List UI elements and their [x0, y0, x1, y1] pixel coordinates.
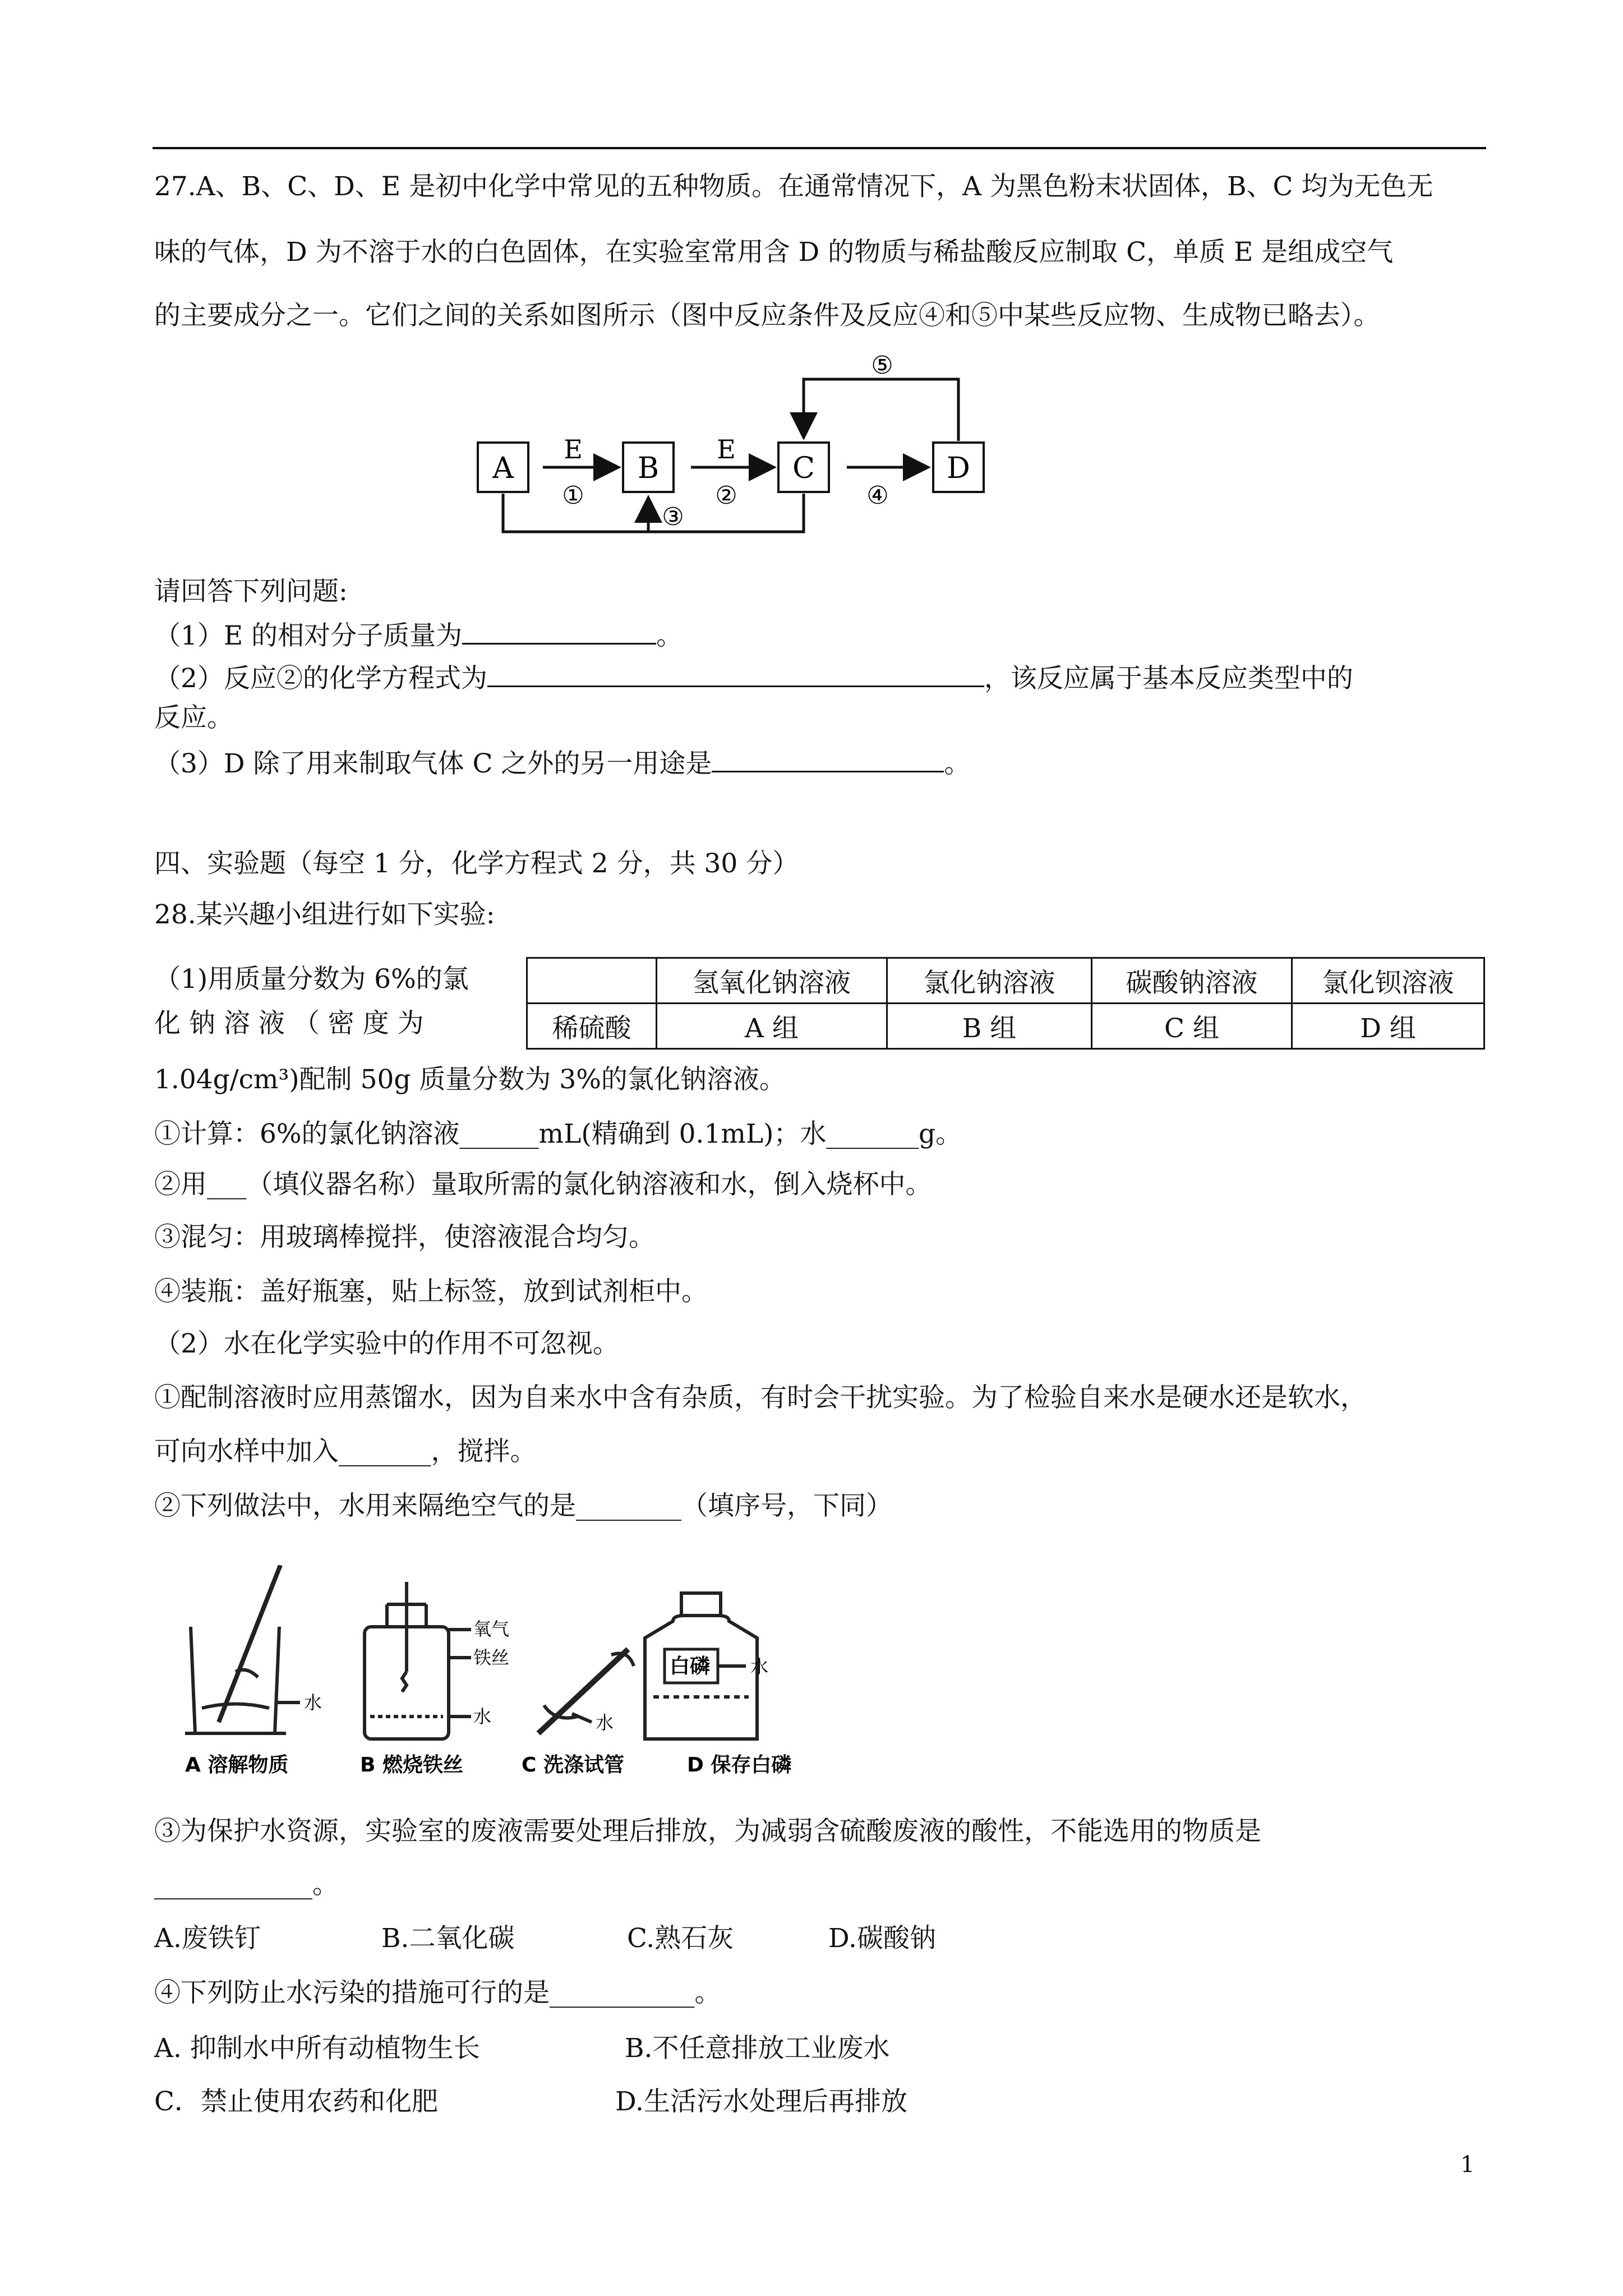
- q28-p2-4-opt-b: B.不任意排放工业废水: [625, 2033, 890, 2064]
- label-a-b-e: E: [564, 434, 583, 464]
- q28-p2-4-opt-c: C．禁止使用农药和化肥: [154, 2086, 438, 2117]
- q28-step3: ③混匀：用玻璃棒搅拌，使溶液混合均匀。: [154, 1222, 655, 1253]
- q28-p1-line2: 化 钠 溶 液 （ 密 度 为: [154, 1008, 424, 1039]
- reaction-diagram: [0, 0, 1623, 589]
- table-cell: D 组: [1292, 1004, 1484, 1049]
- q27-sub1: （1）E 的相对分子质量为 。: [154, 618, 683, 653]
- q28-p2-3-opt-a: A.废铁钉: [154, 1923, 261, 1954]
- node-b: B: [637, 452, 660, 485]
- q27-sub2-cont: 反应。: [154, 702, 233, 733]
- fig-b-water: 水: [473, 1706, 492, 1727]
- label-d-c-num: ⑤: [871, 351, 893, 380]
- q28-p2: （2）水在化学实验中的作用不可忽视。: [154, 1328, 619, 1359]
- label-c-b-num: ③: [662, 503, 684, 531]
- section-4-title: 四、实验题（每空 1 分，化学方程式 2 分，共 30 分）: [154, 848, 799, 879]
- fig-b-oxygen: 氧气: [473, 1618, 510, 1640]
- q28-step1: ①计算：6%的氯化钠溶液______mL(精确到 0.1mL)；水_______g。: [154, 1119, 962, 1149]
- q28-p2-1-line2: 可向水样中加入_______，搅拌。: [154, 1436, 537, 1467]
- fig-d-white-p: 白磷: [670, 1655, 711, 1678]
- page-number: 1: [1460, 2152, 1475, 2178]
- table-header-cell: [527, 958, 657, 1004]
- node-c: C: [792, 452, 815, 485]
- table-cell: B 组: [887, 1004, 1092, 1049]
- table-header-cell: 碳酸钠溶液: [1092, 958, 1292, 1004]
- fig-d-label: D 保存白磷: [687, 1754, 792, 1777]
- apparatus-figures: [179, 1565, 920, 1778]
- fig-a-water: 水: [304, 1692, 322, 1713]
- fig-b-iron: 铁丝: [473, 1647, 510, 1668]
- table-cell: C 组: [1092, 1004, 1292, 1049]
- label-b-c-num: ②: [715, 481, 737, 510]
- q28-p2-4-opt-d: D.生活污水处理后再排放: [615, 2086, 907, 2117]
- q27-sub2: （2）反应②的化学方程式为 ，该反应属于基本反应类型中的: [154, 661, 1353, 696]
- answer-blank-1[interactable]: [462, 618, 656, 645]
- q28-p2-3-opt-b: B.二氧化碳: [381, 1923, 515, 1954]
- label-b-c-e: E: [717, 434, 736, 464]
- table-header-cell: 氯化钠溶液: [887, 958, 1092, 1004]
- q27-line3: 的主要成分之一。它们之间的关系如图所示（图中反应条件及反应④和⑤中某些反应物、生成物已略去）。: [154, 300, 1380, 331]
- q28-p2-1-line1: ①配制溶液时应用蒸馏水，因为自来水中含有杂质，有时会干扰实验。为了检验自来水是硬水还是软水，: [154, 1382, 1367, 1413]
- q28-p1-line3: 1.04g/cm³)配制 50g 质量分数为 3%的氯化钠溶液。: [154, 1064, 786, 1095]
- arrow-d-c: [804, 379, 958, 441]
- q28-p2-3-line2: ____________。: [154, 1869, 339, 1900]
- label-c-d-num: ④: [866, 481, 889, 510]
- table-cell: A 组: [657, 1004, 887, 1049]
- q27-prompt: 请回答下列问题:: [154, 576, 348, 607]
- q28-p2-3-opt-d: D.碳酸钠: [828, 1923, 936, 1954]
- fig-b-label: B 燃烧铁丝: [360, 1754, 463, 1777]
- table-cell: 稀硫酸: [527, 1004, 657, 1049]
- node-d: D: [947, 452, 970, 485]
- q27-sub3: （3）D 除了用来制取气体 C 之外的另一用途是 。: [154, 746, 970, 781]
- table-header-cell: 氯化钡溶液: [1292, 958, 1484, 1004]
- bottle-figure: [365, 1582, 471, 1739]
- q28-p1-line1: （1)用质量分数为 6%的氯: [154, 964, 469, 995]
- fig-c-label: C 洗涤试管: [522, 1754, 624, 1777]
- table-header-cell: 氢氧化钠溶液: [657, 958, 887, 1004]
- fig-d-water: 水: [750, 1656, 769, 1677]
- q28-p2-4: ④下列防止水污染的措施可行的是___________。: [154, 1977, 721, 2008]
- answer-blank-2[interactable]: [487, 661, 984, 687]
- q28-p2-3-opt-c: C.熟石灰: [627, 1923, 734, 1954]
- q27-line1: 27.A、B、C、D、E 是初中化学中常见的五种物质。在通常情况下，A 为黑色粉末状固体，B、C 均为无色无: [154, 171, 1433, 202]
- label-a-b-num: ①: [562, 481, 584, 510]
- beaker-figure: [185, 1565, 300, 1733]
- q28-p2-3-line1: ③为保护水资源，实验室的废液需要处理后排放，为减弱含硫酸废液的酸性，不能选用的物质是: [154, 1816, 1261, 1847]
- q27-line2: 味的气体，D 为不溶于水的白色固体，在实验室常用含 D 的物质与稀盐酸反应制取 C，单质 E 是组成空气: [154, 237, 1394, 268]
- fig-c-water: 水: [596, 1712, 614, 1733]
- reaction-table: [526, 957, 1485, 1050]
- line-a-c-bottom: [503, 494, 804, 532]
- fig-a-label: A 溶解物质: [185, 1754, 289, 1777]
- q28-p2-2: ②下列做法中，水用来隔绝空气的是________（填序号，下同）: [154, 1490, 892, 1521]
- q28-step2: ②用___（填仪器名称）量取所需的氯化钠溶液和水，倒入烧杯中。: [154, 1169, 932, 1200]
- answer-blank-3[interactable]: [712, 746, 944, 772]
- node-a: A: [492, 452, 514, 485]
- q28-intro: 28.某兴趣小组进行如下实验:: [154, 899, 495, 930]
- q28-step4: ④装瓶：盖好瓶塞，贴上标签，放到试剂柜中。: [154, 1276, 708, 1307]
- test-tube-figure: [538, 1649, 634, 1733]
- q28-p2-4-opt-a: A. 抑制水中所有动植物生长: [154, 2033, 480, 2064]
